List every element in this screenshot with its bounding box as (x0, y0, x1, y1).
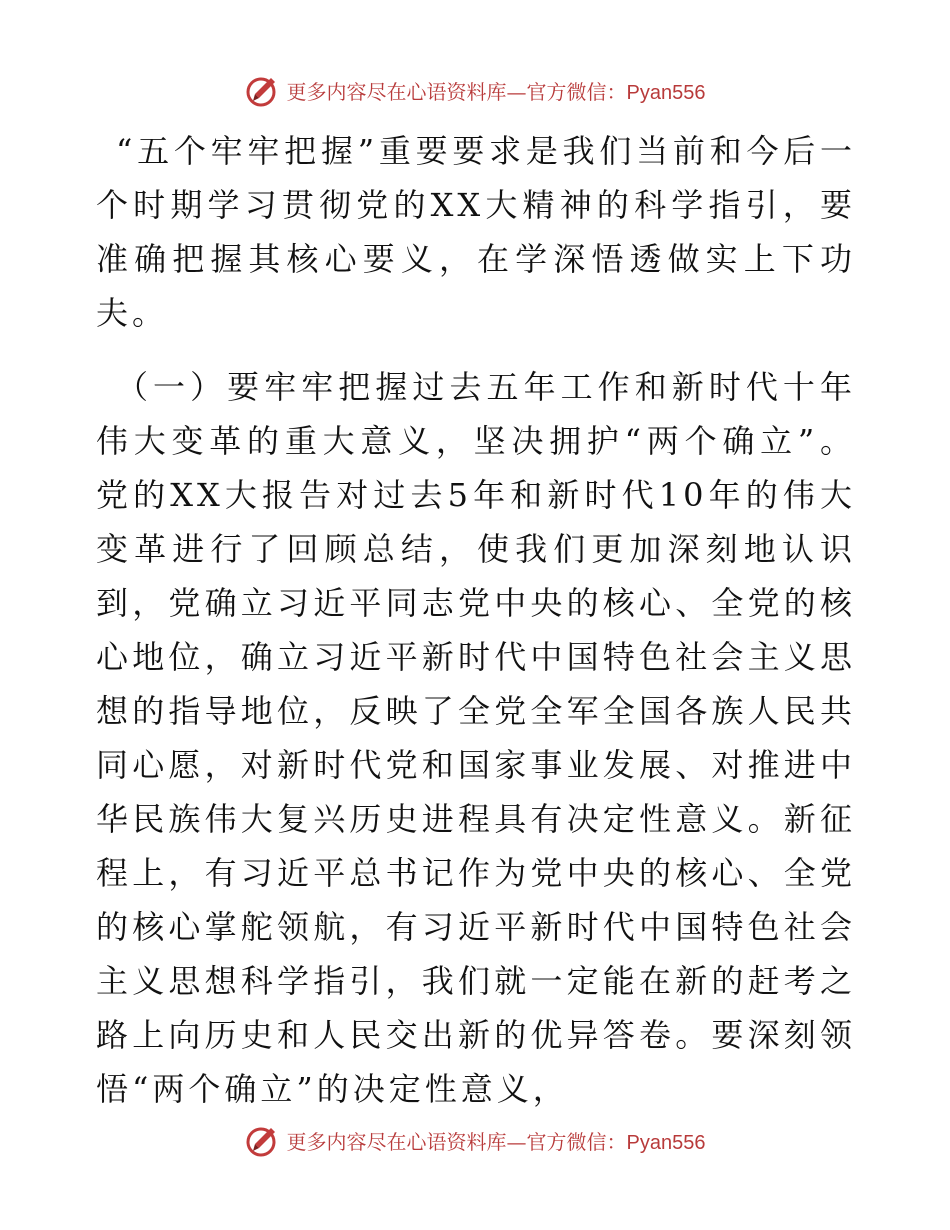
document-body (96, 124, 856, 1116)
header-promo-text: 更多内容尽在心语资料库 (286, 79, 507, 104)
pen-logo-icon (245, 1122, 281, 1158)
footer-dash: — (506, 1129, 527, 1154)
footer-banner-text (287, 1126, 706, 1155)
header-banner (0, 68, 950, 112)
footer-banner (0, 1118, 950, 1162)
paragraph-section-one: （一）要牢牢把握过去五年工作和新时代十年伟大变革的重大意义，坚决拥护“两个确立”。党的XX大报告对过去5年和新时代10年的伟大变革进行了回顾总结，使我们更加深刻地认识到，党确立习近平同志党中央的核心、全党的核心地位，确立习近平新时代中国特色社会主义思想的指导地位，反映了全党全军全国各族人民共同心愿，对新时代党和国家事业发展、对推进中华民族伟大复兴历史进程具有决定性意义。新征程上，有习近平总书记作为党中央的核心、全党的核心掌舵领航，有习近平新时代中国特色社会主义思想科学指引，我们就一定能在新的赶考之路上向历史和人民交出新的优异答卷。要深刻领悟“两个确立”的决定性意义， (96, 368, 856, 1108)
header-official-label: 官方微信： (526, 79, 627, 104)
pen-logo-icon (245, 72, 281, 108)
paragraph-intro: “五个牢牢把握”重要要求是我们当前和今后一个时期学习贯彻党的XX大精神的科学指引，要准确把握其核心要义，在学深悟透做实上下功夫。 (96, 132, 856, 332)
header-banner-text (287, 76, 706, 105)
footer-promo-text: 更多内容尽在心语资料库 (286, 1129, 507, 1154)
header-dash: — (506, 79, 527, 104)
footer-wechat-handle: Pyan556 (626, 1131, 706, 1154)
footer-official-label: 官方微信： (526, 1129, 627, 1154)
header-wechat-handle: Pyan556 (626, 81, 706, 104)
